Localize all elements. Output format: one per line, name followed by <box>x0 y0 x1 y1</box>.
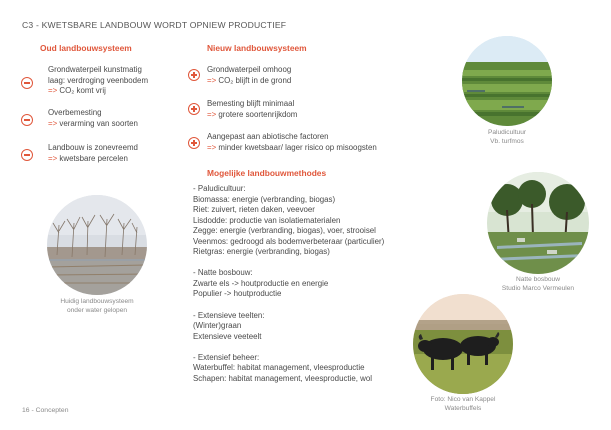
methods-line: Biomassa: energie (verbranding, biogas) <box>193 194 336 204</box>
methods-line: Extensieve veeteelt <box>193 331 262 341</box>
methods-line: Riet: zuivert, rieten daken, veevoer <box>193 205 315 215</box>
minus-circle-icon <box>21 77 33 89</box>
methods-line <box>193 300 384 311</box>
methods-line: Zegge: energie (verbranding, biogas), voer, strooisel <box>193 226 376 236</box>
methods-line: Populier -> houtproductie <box>193 289 282 299</box>
paludicultuur-caption-line-2: Vb. turfmos <box>490 137 524 145</box>
new-item-2-effect: => grotere soortenrijkdom <box>207 109 298 119</box>
new-item-1-effect: => CO₂ blijft in de grond <box>207 75 292 85</box>
new-item-2-line-1: Bemesting blijft minimaal <box>207 99 295 108</box>
methods-line: - Extensieve teelten: <box>193 310 265 320</box>
plus-circle-icon <box>188 69 200 81</box>
methods-line <box>193 258 384 269</box>
buffalo-caption-line-2: Waterbuffels <box>444 404 482 412</box>
old-item-3 <box>48 143 138 164</box>
methods-line: (Winter)graan <box>193 321 242 331</box>
new-item-2 <box>207 99 297 120</box>
new-item-3-line-1: Aangepast aan abiotische factoren <box>207 132 329 141</box>
methods-line: Veenmos: gedroogd als bodemverbeteraar (particulier) <box>193 236 385 246</box>
methods-line: Waterbuffel: habitat management, vleesproductie <box>193 363 365 373</box>
methods-line: - Paludicultuur: <box>193 184 246 193</box>
old-item-1-effect: => CO₂ komt vrij <box>48 86 106 96</box>
flooded-caption-line-1: Huidig landbouwsysteem <box>60 298 134 305</box>
plus-circle-icon <box>188 103 200 115</box>
old-item-2-effect: => verarming van soorten <box>48 118 138 128</box>
buffalo-caption-line-1: Foto: Nico van Kappel <box>430 396 496 403</box>
methods-line: Rietgras: energie (verbranding, biogas) <box>193 247 330 257</box>
methods-list <box>193 184 384 384</box>
old-item-1 <box>48 65 148 97</box>
paludicultuur-caption-line-1: Paludicultuur <box>487 129 527 136</box>
new-item-1-line-1: Grondwaterpeil omhoog <box>207 65 292 74</box>
methods-line: Schapen: habitat management, vleesproductie, wol <box>193 373 372 383</box>
methods-line: - Extensief beheer: <box>193 352 260 362</box>
forestry-caption <box>487 276 589 293</box>
minus-circle-icon <box>21 114 33 126</box>
flooded-caption-line-2: onder water gelopen <box>66 306 128 314</box>
new-item-3-effect: => minder kwetsbaar/ lager risico op misoogsten <box>207 142 377 152</box>
minus-circle-icon <box>21 149 33 161</box>
methods-heading: Mogelijke landbouwmethodes <box>207 168 327 178</box>
methods-line <box>193 342 384 353</box>
methods-line: Lisdodde: productie van isolatiematerialen <box>193 215 341 225</box>
plus-circle-icon <box>188 137 200 149</box>
methods-line: - Natte bosbouw: <box>193 268 253 278</box>
old-item-1-line-2: laag: verdroging veenbodem <box>48 75 149 85</box>
buffalo-photo <box>413 294 513 394</box>
methods-line: Zwarte els -> houtproductie en energie <box>193 278 329 288</box>
old-item-3-line-1: Landbouw is zonevreemd <box>48 143 138 152</box>
new-system-heading: Nieuw landbouwsysteem <box>207 43 307 53</box>
forestry-caption-line-2: Studio Marco Vermeulen <box>501 284 575 292</box>
old-item-2 <box>48 108 138 129</box>
old-item-1-line-1: Grondwaterpeil kunstmatig <box>48 65 142 74</box>
flooded-caption <box>47 298 147 315</box>
buffalo-caption <box>413 396 513 413</box>
old-item-3-effect: => kwetsbare percelen <box>48 153 128 163</box>
new-item-3 <box>207 132 377 153</box>
flooded-field-photo <box>47 195 147 295</box>
forestry-caption-line-1: Natte bosbouw <box>516 276 560 283</box>
page-footer: 16 - Concepten <box>22 407 69 414</box>
old-system-heading: Oud landbouwsysteem <box>40 43 132 53</box>
old-item-2-line-1: Overbemesting <box>48 108 102 117</box>
paludicultuur-caption <box>462 129 552 146</box>
paludicultuur-photo <box>462 36 552 126</box>
forestry-photo <box>487 172 589 274</box>
new-item-1 <box>207 65 291 86</box>
page-title: C3 - KWETSBARE LANDBOUW WORDT OPNIEW PRODUCTIEF <box>22 20 287 30</box>
